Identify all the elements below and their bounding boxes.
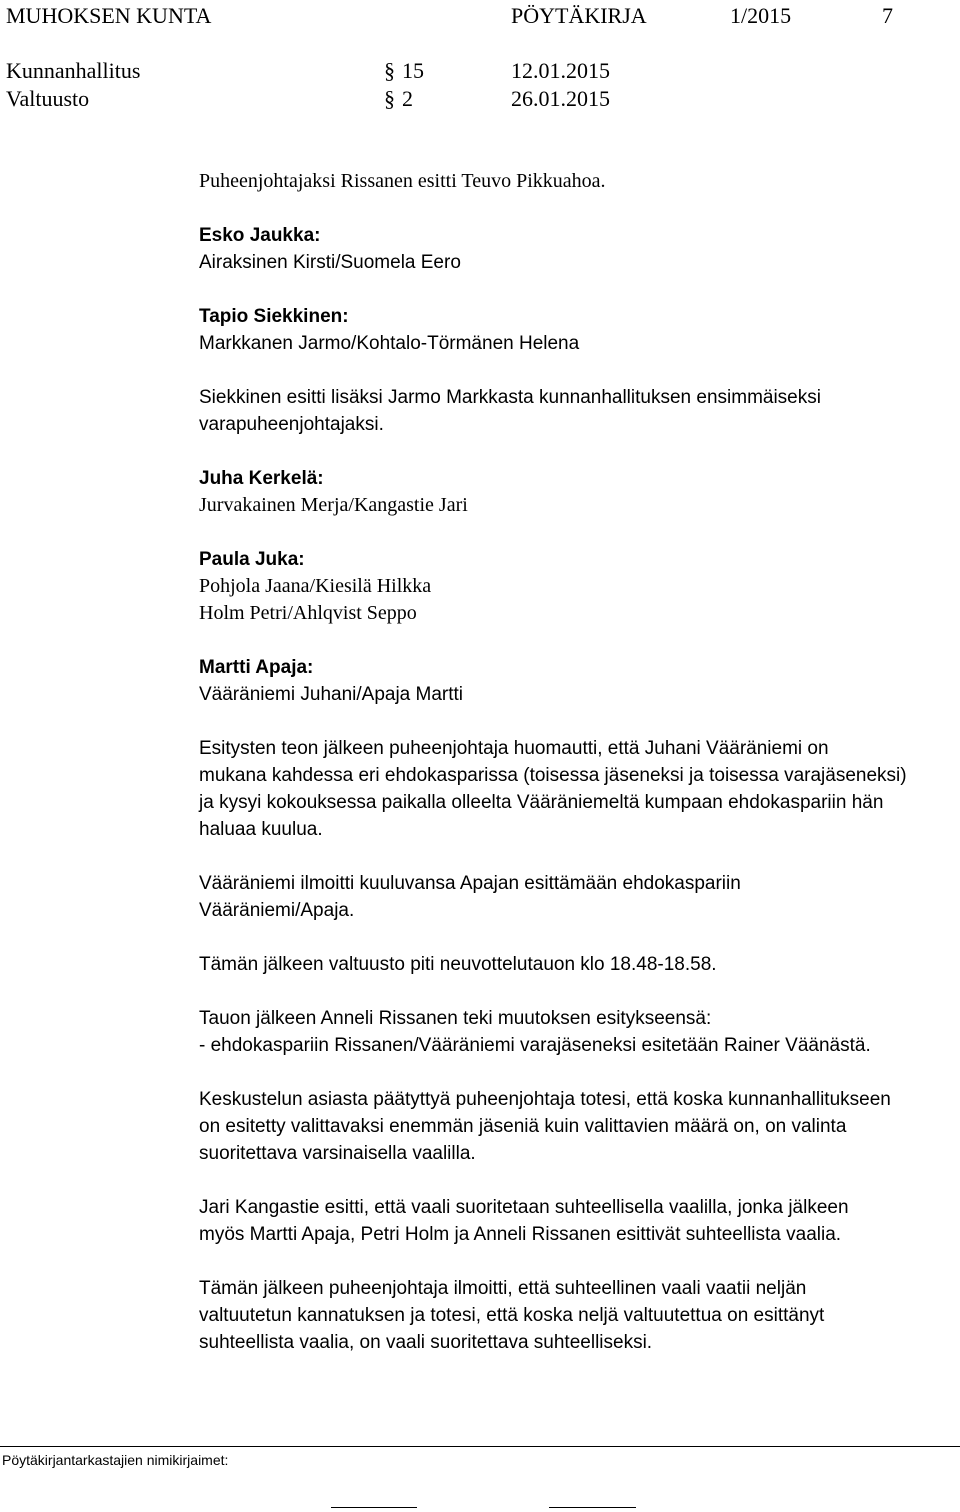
document-number: 1/2015 bbox=[730, 3, 792, 28]
paragraph-line: varapuheenjohtajaksi. bbox=[199, 414, 384, 435]
footer-label: Pöytäkirjantarkastajien nimikirjaimet: bbox=[2, 1452, 229, 1468]
paragraph-line: on esitetty valittavaksi enemmän jäseniä kuin valittavien määrä on, on valinta bbox=[199, 1116, 847, 1137]
section-sign-1: § bbox=[384, 58, 395, 83]
section-number-2: 2 bbox=[402, 86, 413, 111]
candidate-pair: Jurvakainen Merja/Kangastie Jari bbox=[199, 494, 468, 516]
initials-line-2 bbox=[549, 1507, 636, 1508]
candidate-pair: Pohjola Jaana/Kiesilä Hilkka bbox=[199, 575, 432, 597]
section-number-1: 15 bbox=[402, 58, 424, 83]
paragraph-line: valtuutetun kannatuksen ja totesi, että koska neljä valtuutettua on esittänyt bbox=[199, 1305, 825, 1326]
paragraph-line: ja kysyi kokouksessa paikalla olleelta Vääräniemeltä kumpaan ehdokaspariin hän bbox=[199, 792, 884, 813]
paragraph-line: Tämän jälkeen valtuusto piti neuvottelutauon klo 18.48-18.58. bbox=[199, 954, 717, 975]
paragraph-line: haluaa kuulua. bbox=[199, 819, 323, 840]
initials-line-1 bbox=[331, 1507, 417, 1508]
document-type: PÖYTÄKIRJA bbox=[511, 3, 647, 28]
paragraph-line: Siekkinen esitti lisäksi Jarmo Markkasta kunnanhallituksen ensimmäiseksi bbox=[199, 387, 821, 408]
minutes-body bbox=[199, 168, 939, 1356]
body-name-1: Kunnanhallitus bbox=[6, 58, 141, 83]
nominator-heading: Paula Juka: bbox=[199, 549, 305, 570]
paragraph-line: mukana kahdessa eri ehdokasparissa (toisessa jäseneksi ja toisessa varajäseneksi) bbox=[199, 765, 907, 786]
paragraph-line: Keskustelun asiasta päätyttyä puheenjohtaja totesi, että koska kunnanhallitukseen bbox=[199, 1089, 891, 1110]
paragraph-line: suoritettava varsinaisella vaalilla. bbox=[199, 1143, 476, 1164]
meeting-date-2: 26.01.2015 bbox=[511, 86, 610, 111]
paragraph-line: Esitysten teon jälkeen puheenjohtaja huomautti, että Juhani Vääräniemi on bbox=[199, 738, 829, 759]
paragraph-line: Tämän jälkeen puheenjohtaja ilmoitti, että suhteellinen vaali vaatii neljän bbox=[199, 1278, 807, 1299]
paragraph-line: Vääräniemi ilmoitti kuuluvansa Apajan esittämään ehdokaspariin bbox=[199, 873, 741, 894]
paragraph-line: myös Martti Apaja, Petri Holm ja Anneli Rissanen esittivät suhteellista vaalia. bbox=[199, 1224, 842, 1245]
paragraph-line: Jari Kangastie esitti, että vaali suoritetaan suhteellisella vaalilla, jonka jälkeen bbox=[199, 1197, 849, 1218]
municipality-name: MUHOKSEN KUNTA bbox=[6, 3, 212, 28]
paragraph-line: Tauon jälkeen Anneli Rissanen teki muutoksen esitykseensä: bbox=[199, 1008, 712, 1029]
paragraph-line: suhteellista vaalia, on vaali suoritettava suhteelliseksi. bbox=[199, 1332, 653, 1353]
paragraph: Puheenjohtajaksi Rissanen esitti Teuvo Pikkuahoa. bbox=[199, 170, 606, 192]
nominator-heading: Tapio Siekkinen: bbox=[199, 306, 349, 327]
candidate-pair: Vääräniemi Juhani/Apaja Martti bbox=[199, 684, 464, 705]
body-name-2: Valtuusto bbox=[6, 86, 90, 111]
candidate-pair: Holm Petri/Ahlqvist Seppo bbox=[199, 602, 417, 624]
section-sign-2: § bbox=[384, 86, 395, 111]
nominator-heading: Juha Kerkelä: bbox=[199, 468, 324, 489]
nominator-heading: Esko Jaukka: bbox=[199, 225, 321, 246]
page-number: 7 bbox=[882, 3, 893, 28]
candidate-pair: Markkanen Jarmo/Kohtalo-Törmänen Helena bbox=[199, 333, 580, 354]
footer-divider bbox=[0, 1446, 960, 1447]
nominator-heading: Martti Apaja: bbox=[199, 657, 314, 678]
meeting-date-1: 12.01.2015 bbox=[511, 58, 610, 83]
paragraph-line: - ehdokaspariin Rissanen/Vääräniemi varajäseneksi esitetään Rainer Väänästä. bbox=[199, 1035, 871, 1056]
paragraph-line: Vääräniemi/Apaja. bbox=[199, 900, 355, 921]
candidate-pair: Airaksinen Kirsti/Suomela Eero bbox=[199, 252, 461, 273]
